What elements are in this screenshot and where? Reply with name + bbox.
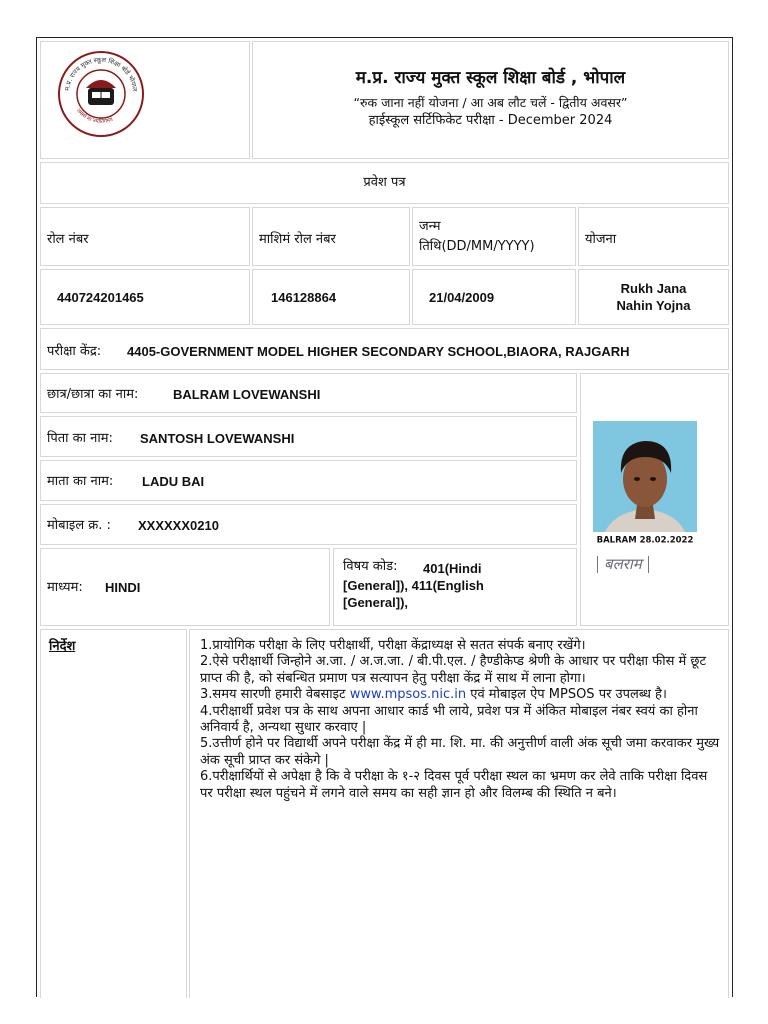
instruction-item: 1.प्रायोगिक परीक्षा के लिए परीक्षार्थी, परीक्षा केंद्राध्यक्ष से सतत संपर्क बनाए रखेंगे।	[200, 638, 586, 653]
scheme-header: योजना	[585, 232, 617, 247]
instruction-item: 6.परीक्षार्थियों से अपेक्षा है कि वे परीक्षा के १-२ दिवस पूर्व परीक्षा स्थल का भ्रमण कर लेवे ताकि परीक्षा दिवस पर परीक्षा स्थल पहुंचने में लगने वाले समय का सही ज्ञान हो और विलम्ब की स्थिति न बने।	[200, 769, 708, 801]
logo-ring-text: म.प्र. राज्य मुक्त स्कूल शिक्षा बोर्ड भोपाल	[63, 55, 139, 92]
mother-name: LADU BAI	[142, 474, 205, 489]
medium-value: HINDI	[105, 580, 141, 595]
instructions-list	[200, 638, 722, 802]
website-link[interactable]: www.mpsos.nic.in	[349, 687, 467, 703]
subject-line1: 401(Hindi	[423, 561, 482, 576]
exam-line: हाईस्कूल सर्टिफिकेट परीक्षा - December 2024	[368, 113, 613, 128]
roll-number: 440724201465	[57, 290, 144, 305]
father-cell	[40, 416, 577, 457]
center-label: परीक्षा केंद्र:	[47, 344, 102, 359]
roll-header: रोल नंबर	[47, 232, 89, 247]
instructions-heading: निर्देश	[49, 639, 76, 654]
mobile-label: मोबाइल क्र. :	[47, 518, 111, 533]
medium-cell	[40, 548, 330, 626]
dob-header-cell	[412, 207, 576, 266]
subject-label: विषय कोड:	[343, 559, 398, 574]
board-logo	[55, 44, 147, 144]
instruction-item: 5.उत्तीर्ण होने पर विद्यार्थी अपने परीक्षा केंद्र में ही मा. शि. मा. की अनुत्तीर्ण वाली अंक सूची जमा करवाकर मुख्य अंक सूची प्राप्त कर संकेगे |	[200, 736, 720, 768]
board-name: म.प्र. राज्य मुक्त स्कूल शिक्षा बोर्ड , भोपाल	[355, 68, 626, 88]
dob-header-line2: तिथि(DD/MM/YYYY)	[419, 239, 535, 254]
mobile-number: XXXXXX0210	[138, 518, 219, 533]
instruction-item: 4.परीक्षार्थी प्रवेश पत्र के साथ अपना आधार कार्ड भी लाये, प्रवेश पत्र में अंकित मोबाइल नंबर स्वयं का होना अनिवार्य है, अन्यथा सुधार करवाए |	[200, 703, 698, 736]
date-of-birth: 21/04/2009	[429, 290, 495, 305]
father-label: पिता का नाम:	[47, 431, 113, 446]
center-value: 4405-GOVERNMENT MODEL HIGHER SECONDARY SCHOOL,BIAORA, RAJGARH	[127, 344, 630, 359]
mother-label: माता का नाम:	[47, 474, 114, 489]
logo-motto: तमसो मा ज्योतिर्गमय	[75, 108, 114, 126]
name-label: छात्र/छात्रा का नाम:	[47, 387, 139, 402]
scheme-line2: Nahin Yojna	[616, 298, 691, 313]
board-roll-header: माशिमं रोल नंबर	[259, 232, 336, 247]
scheme-line: “रुक जाना नहीं योजना / आ अब लौट चलें - द्वितीय अवसर”	[353, 95, 628, 110]
dob-header-line1: जन्म	[419, 219, 441, 234]
medium-label: माध्यम:	[47, 580, 83, 595]
subject-line3: [General]),	[343, 595, 409, 610]
student-signature: बलराम	[597, 556, 649, 573]
father-name: SANTOSH LOVEWANSHI	[140, 431, 295, 446]
admit-card	[36, 37, 733, 997]
student-photo	[593, 421, 697, 546]
instruction-item3-text-before: 3.समय सारणी हमारी वेबसाइट	[200, 687, 350, 703]
photo-caption: BALRAM 28.02.2022	[596, 535, 694, 546]
board-roll-number: 146128864	[271, 290, 337, 305]
scheme-line1: Rukh Jana	[620, 281, 687, 296]
instruction-item	[200, 687, 722, 703]
instructions-heading-cell	[40, 629, 187, 998]
instruction-item: 2.ऐसे परीक्षार्थी जिन्होने अ.जा. / अ.ज.जा. / बी.पी.एल. / हैण्डीकेप्ड श्रेणी के आधार पर परीक्षा फीस में छूट प्राप्त की है, को संबन्धित प्रमाण पत्र सत्यापन हेतु परीक्षा केंद्र में साथ में लाना होगा।	[200, 654, 707, 686]
doc-title: प्रवेश पत्र	[363, 175, 406, 190]
subject-line2: [General]), 411(English	[343, 578, 484, 593]
instruction-item3-text-after: एवं मोबाइल ऐप MPSOS पर उपलब्ध है।	[466, 687, 667, 703]
mobile-cell	[40, 504, 577, 545]
mother-cell	[40, 460, 577, 501]
student-name: BALRAM LOVEWANSHI	[173, 387, 321, 402]
